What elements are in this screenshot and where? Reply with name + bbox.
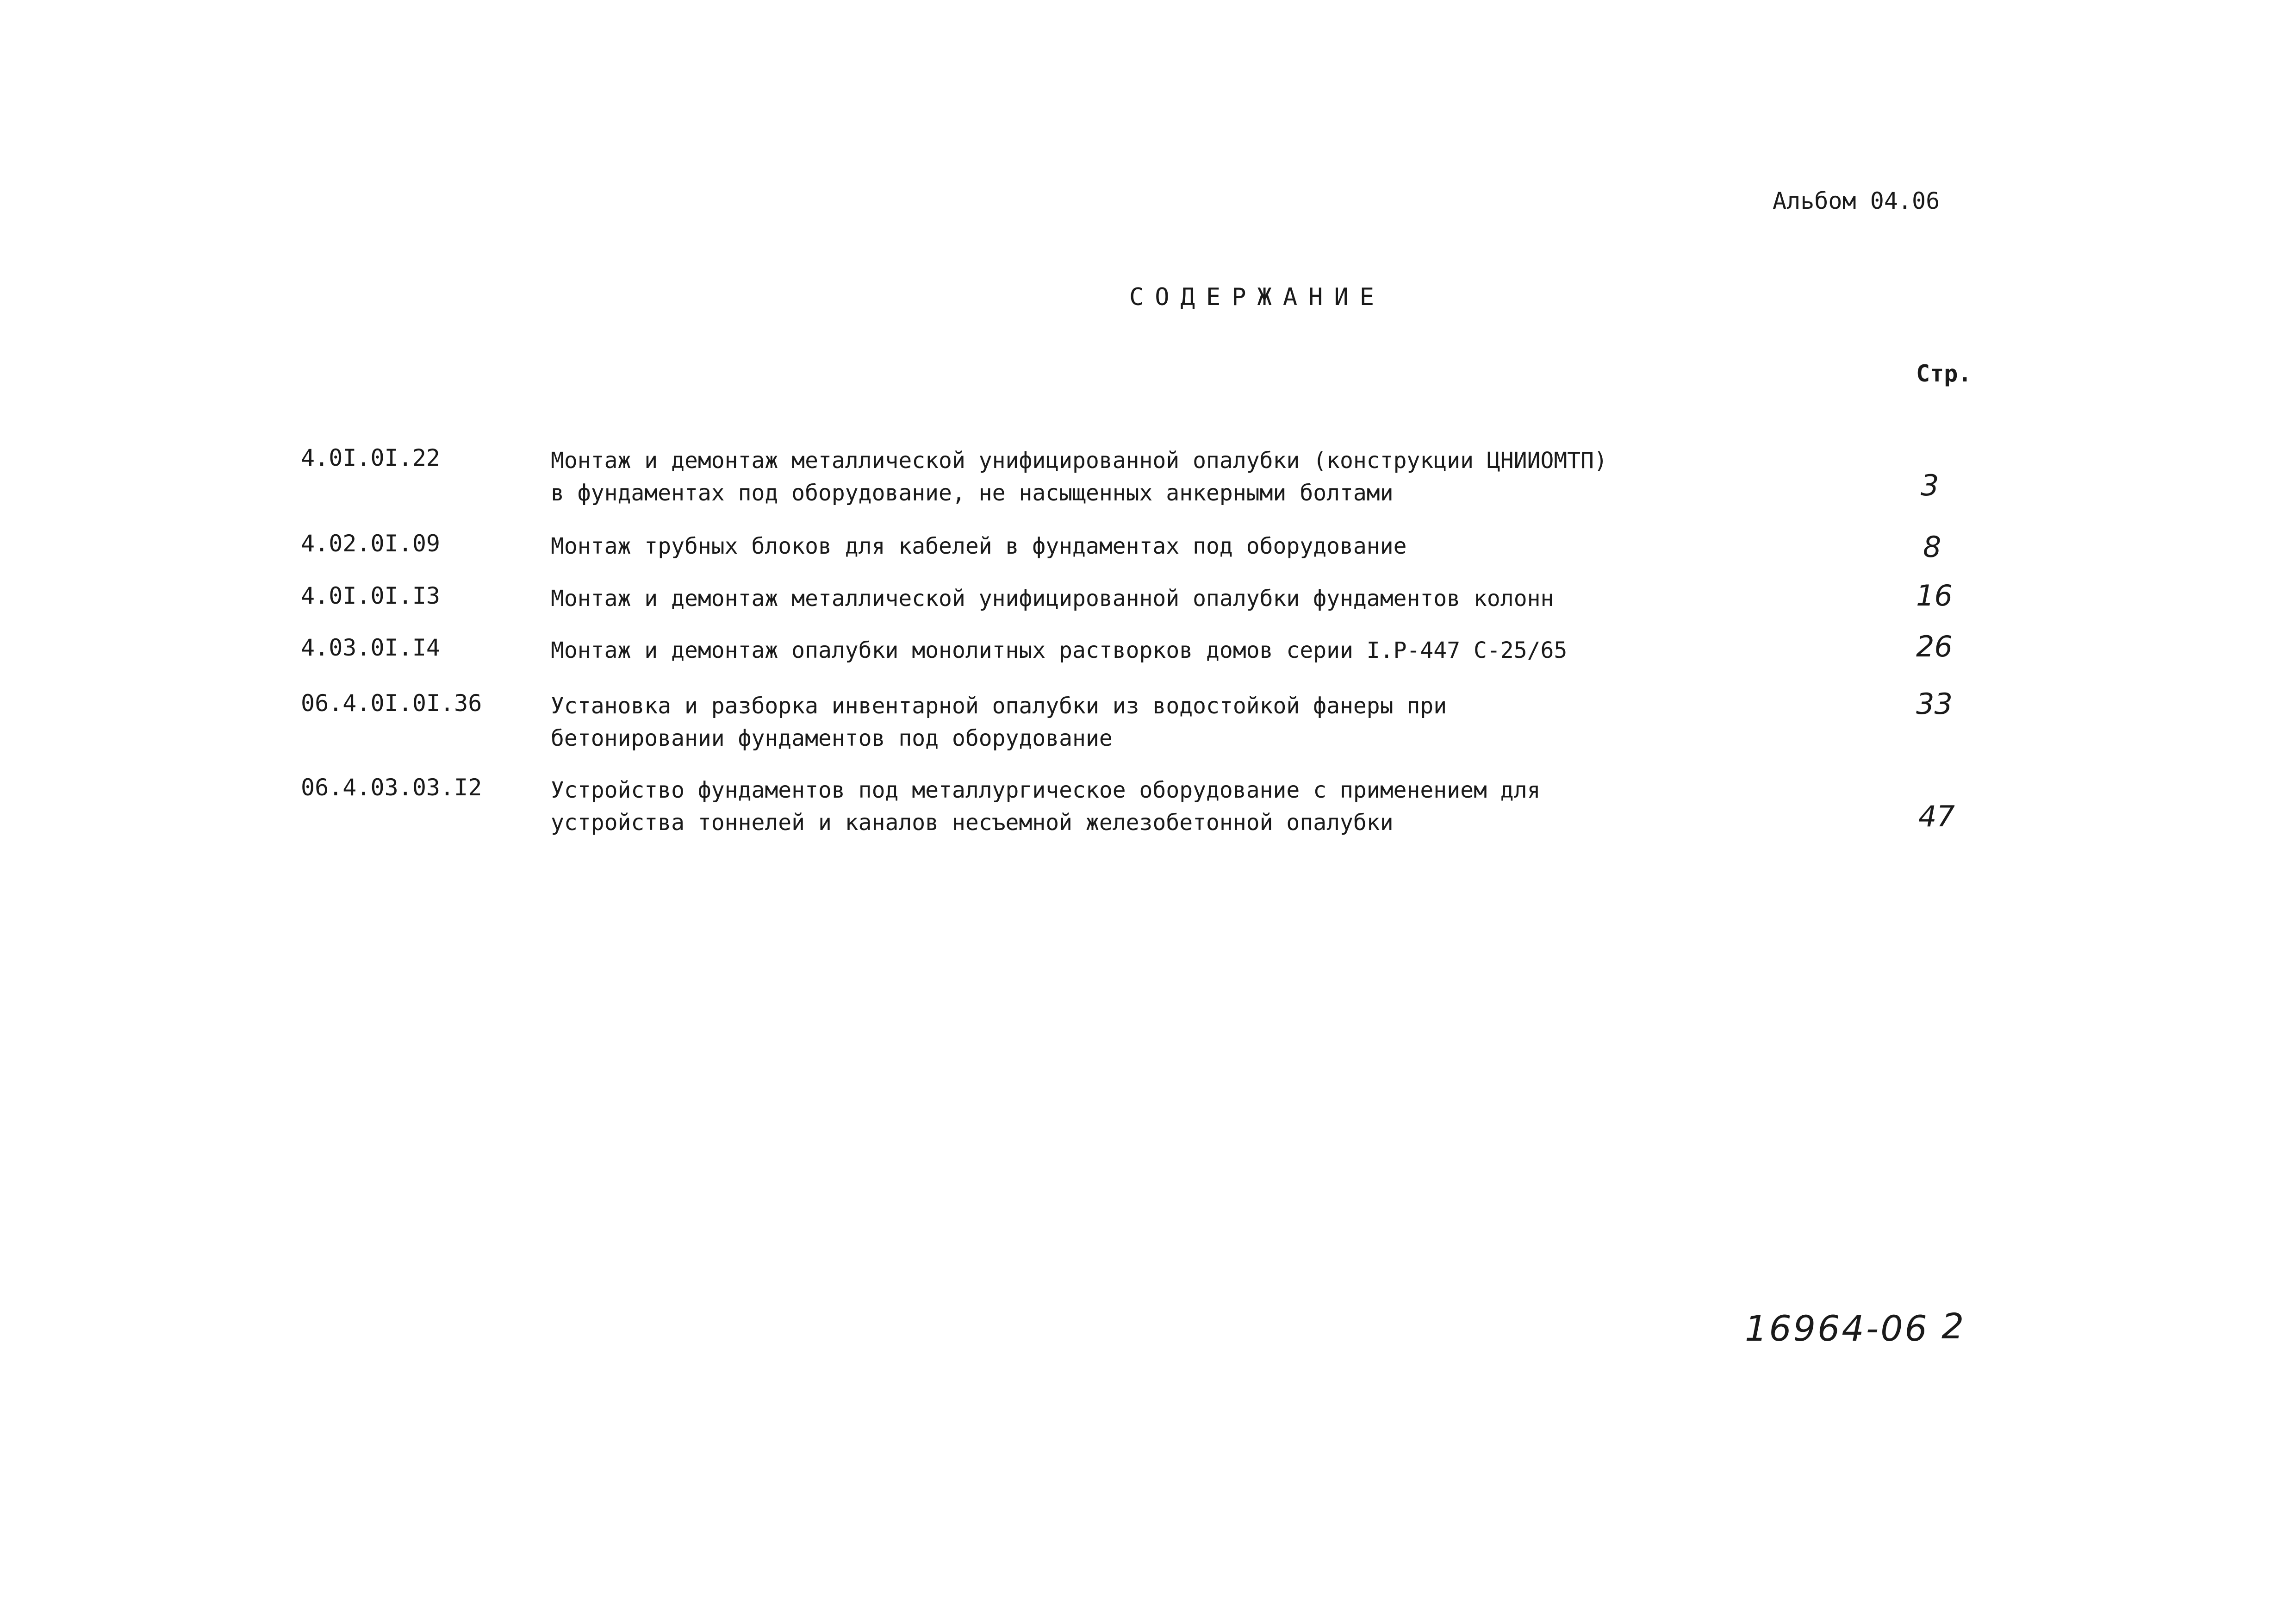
toc-entry-text xyxy=(551,690,1447,755)
toc-entry-line: Монтаж и демонтаж металлической унифицированной опалубки (конструкции ЦНИИОМТП) xyxy=(551,448,1607,474)
toc-entry-page: 26 xyxy=(1916,630,1953,663)
toc-entry-text xyxy=(551,634,1567,667)
toc-entry-page: 8 xyxy=(1923,530,1941,564)
toc-entry-code: 4.02.0I.09 xyxy=(301,530,441,557)
toc-entry-line: бетонировании фундаментов под оборудование xyxy=(551,725,1113,751)
toc-entry-line: в фундаментах под оборудование, не насыщенных анкерными болтами xyxy=(551,480,1394,506)
toc-entry-text xyxy=(551,530,1407,562)
toc-entry-code: 4.0I.0I.22 xyxy=(301,444,441,471)
toc-entry-line: Монтаж и демонтаж металлической унифицированной опалубки фундаментов колонн xyxy=(551,586,1554,612)
toc-entry-code: 06.4.03.03.I2 xyxy=(301,774,482,801)
sheet-number: 2 xyxy=(1941,1305,1964,1347)
toc-entry-line: Монтаж и демонтаж опалубки монолитных растворков домов серии I.Р-447 С-25/65 xyxy=(551,637,1568,663)
page-title: СОДЕРЖАНИЕ xyxy=(1129,283,1386,311)
toc-entry-line: Устройство фундаментов под металлургическое оборудование с применением для xyxy=(551,777,1541,803)
toc-entry-text xyxy=(551,582,1554,615)
toc-entry-page: 33 xyxy=(1916,687,1953,721)
album-label: Альбом 04.06 xyxy=(1773,187,1940,214)
toc-entry-page: 47 xyxy=(1918,800,1955,833)
document-number: 16964-06 xyxy=(1745,1308,1929,1349)
toc-entry-text xyxy=(551,444,1607,509)
toc-entry-line: устройства тоннелей и каналов несъемной железобетонной опалубки xyxy=(551,810,1394,836)
page-column-header: Стр. xyxy=(1916,360,1972,387)
toc-entry-text xyxy=(551,774,1540,839)
toc-entry-code: 06.4.0I.0I.36 xyxy=(301,690,482,717)
toc-entry-code: 4.03.0I.I4 xyxy=(301,634,441,661)
toc-entry-page: 3 xyxy=(1921,468,1939,502)
toc-entry-line: Установка и разборка инвентарной опалубки из водостойкой фанеры при xyxy=(551,693,1447,719)
toc-entry-code: 4.0I.0I.I3 xyxy=(301,582,441,609)
toc-entry-line: Монтаж трубных блоков для кабелей в фундаментах под оборудование xyxy=(551,533,1407,559)
toc-entry-page: 16 xyxy=(1916,579,1953,612)
